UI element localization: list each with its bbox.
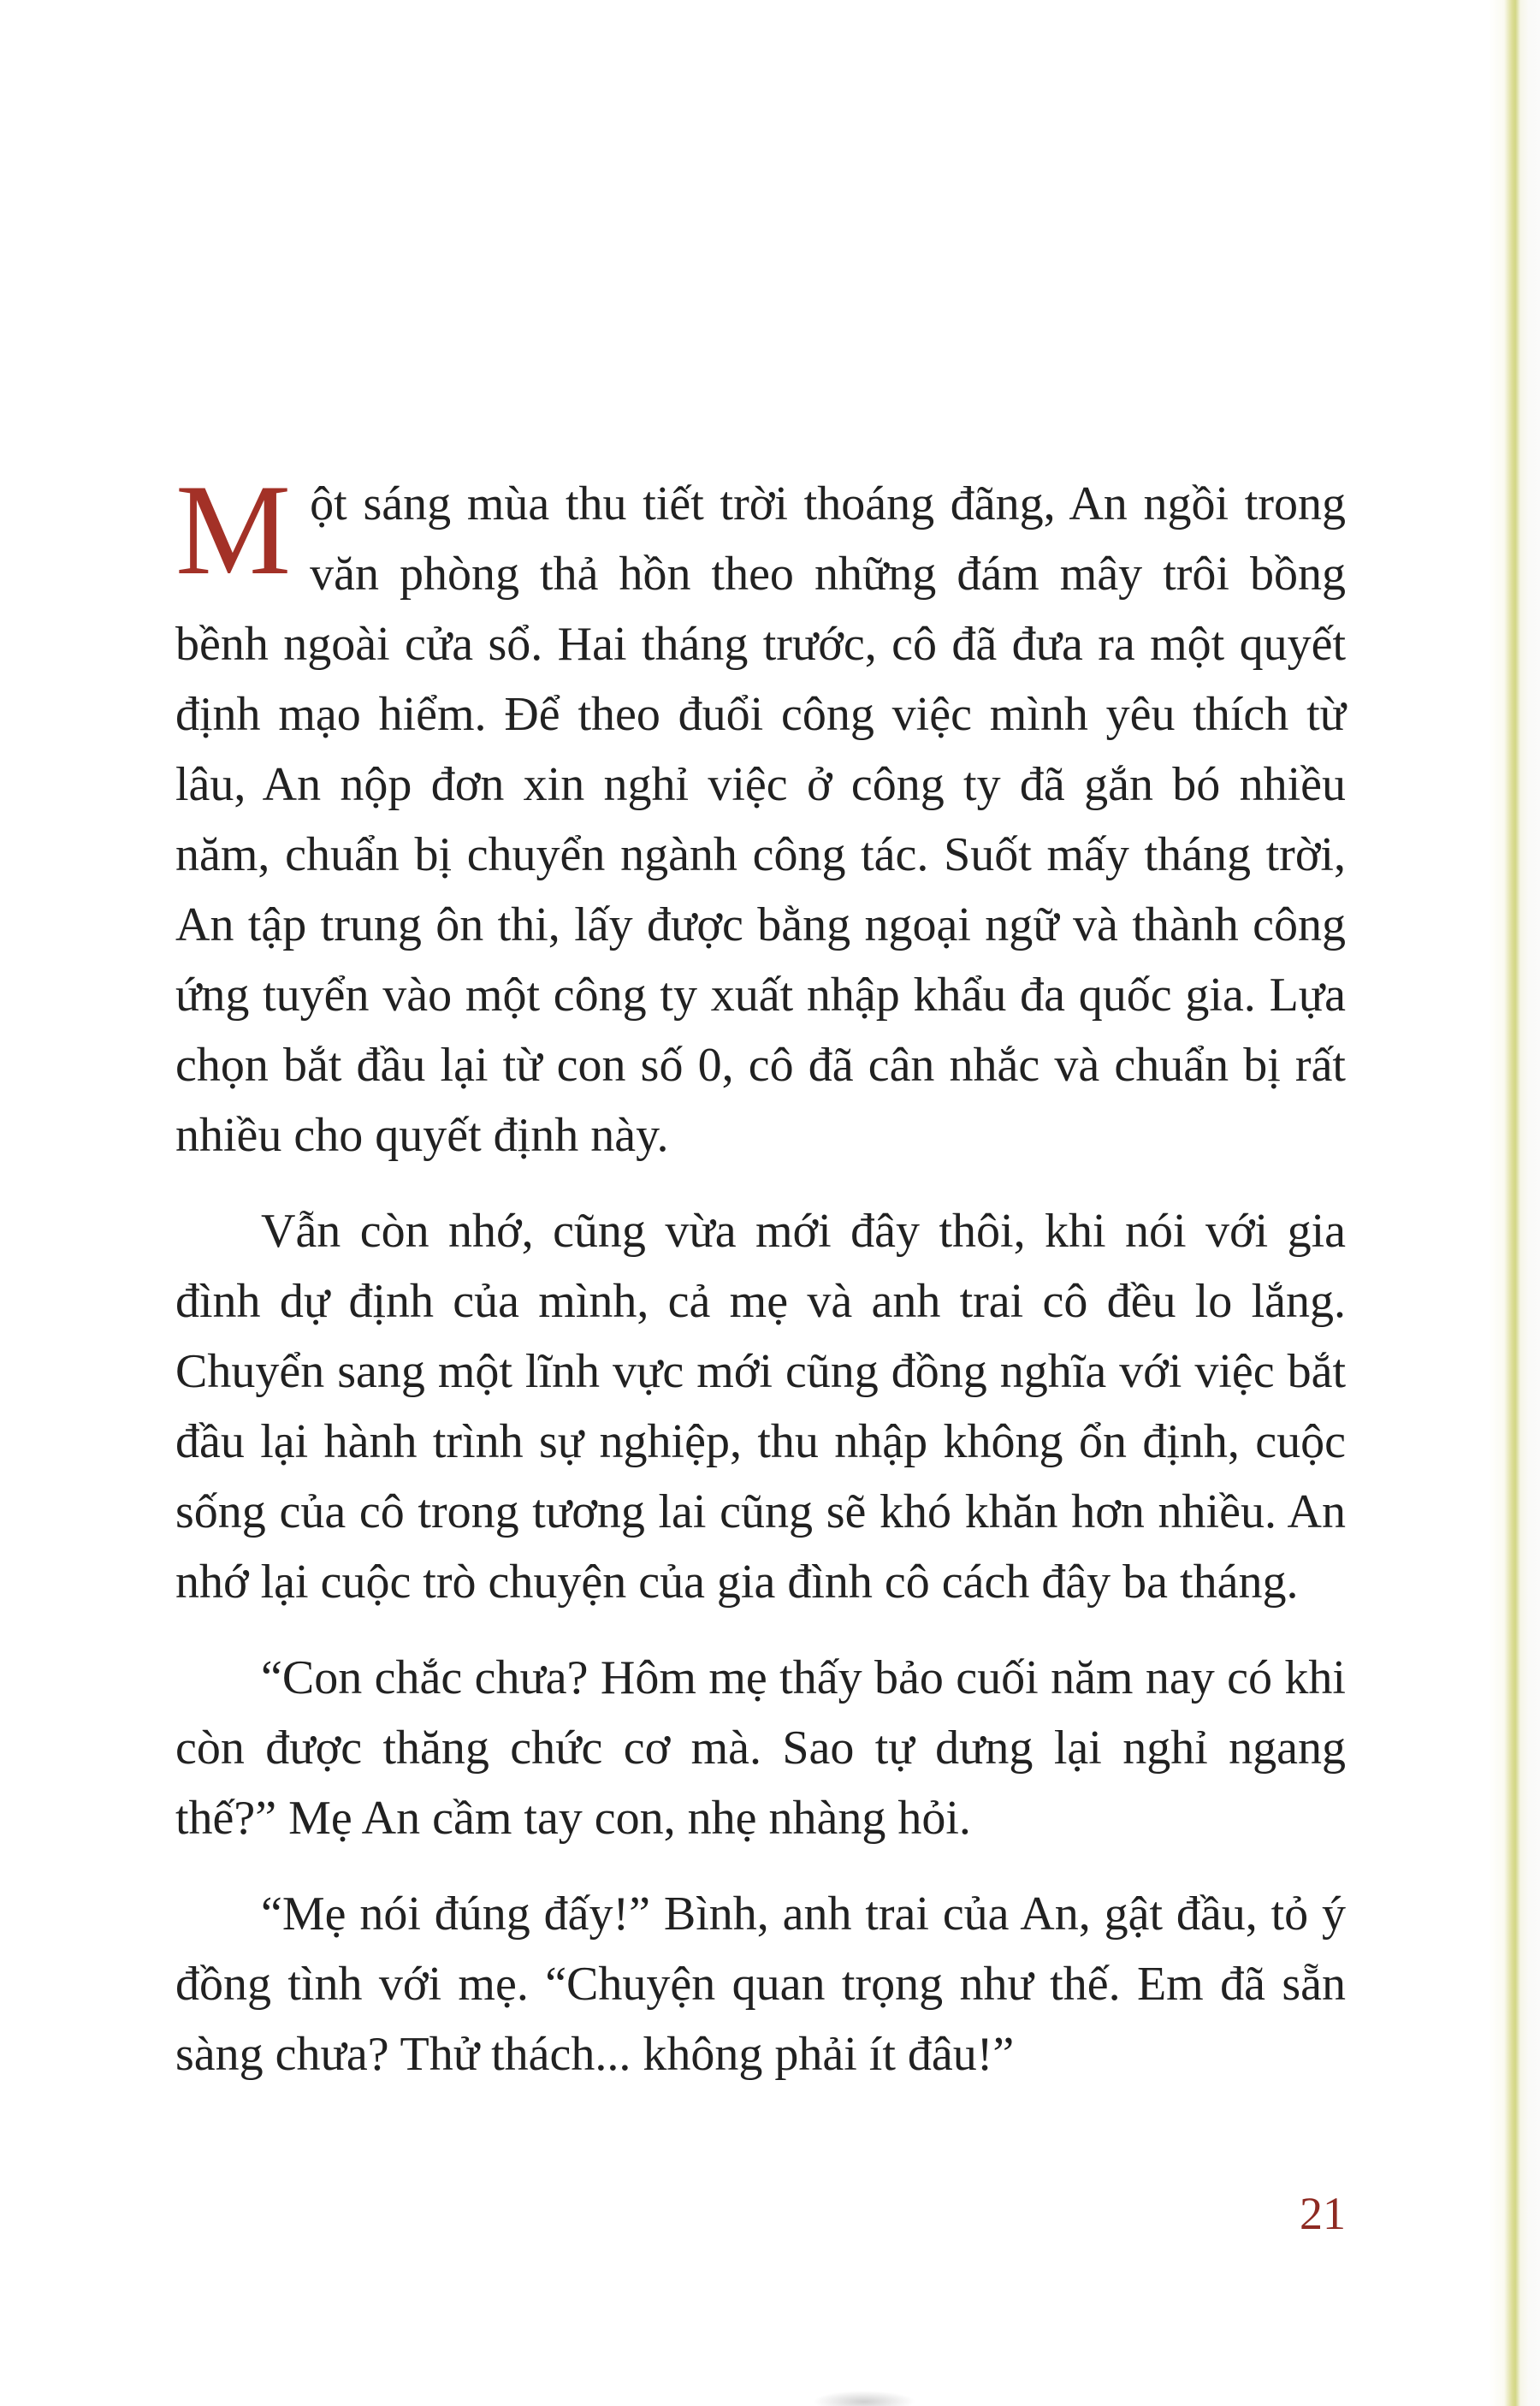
page-number: 21 [1300,2188,1346,2239]
paragraph: “Mẹ nói đúng đấy!” Bình, anh trai của An, gật đầu, tỏ ý đồng tình với mẹ. “Chuyện quan trọng như thế. Em đã sẵn sàng chưa? Thử thách... không phải ít đâu!” [175,1887,1346,2081]
opening-paragraph [175,458,1346,1170]
scan-edge-stripe [1489,0,1540,2406]
scan-bottom-smudge [813,2391,915,2406]
paragraph: Vẫn còn nhớ, cũng vừa mới đây thôi, khi nói với gia đình dự định của mình, cả mẹ và anh trai cô đều lo lắng. Chuyển sang một lĩnh vực mới cũng đồng nghĩa với việc bắt đầu lại hành trình sự nghiệp, thu nhập không ổn định, cuộc sống của cô trong tương lai cũng sẽ khó khăn hơn nhiều. An nhớ lại cuộc trò chuyện của gia đình cô cách đây ba tháng. [175,1205,1346,1609]
drop-cap: M [175,458,292,602]
opening-paragraph-text: ột sáng mùa thu tiết trời thoáng đãng, An ngồi trong văn phòng thả hồn theo những đám mây trôi bồng bềnh ngoài cửa sổ. Hai tháng trước, cô đã đưa ra một quyết định mạo hiểm. Để theo đuổi công việc mình yêu thích từ lâu, An nộp đơn xin nghỉ việc ở công ty đã gắn bó nhiều năm, chuẩn bị chuyển ngành công tác. Suốt mấy tháng trời, An tập trung ôn thi, lấy được bằng ngoại ngữ và thành công ứng tuyển vào một công ty xuất nhập khẩu đa quốc gia. Lựa chọn bắt đầu lại từ con số 0, cô đã cân nhắc và chuẩn bị rất nhiều cho quyết định này. [175,477,1346,1162]
text-block [175,458,1346,2115]
paragraph: “Con chắc chưa? Hôm mẹ thấy bảo cuối năm nay có khi còn được thăng chức cơ mà. Sao tự dưng lại nghỉ ngang thế?” Mẹ An cầm tay con, nhẹ nhàng hỏi. [175,1651,1346,1845]
